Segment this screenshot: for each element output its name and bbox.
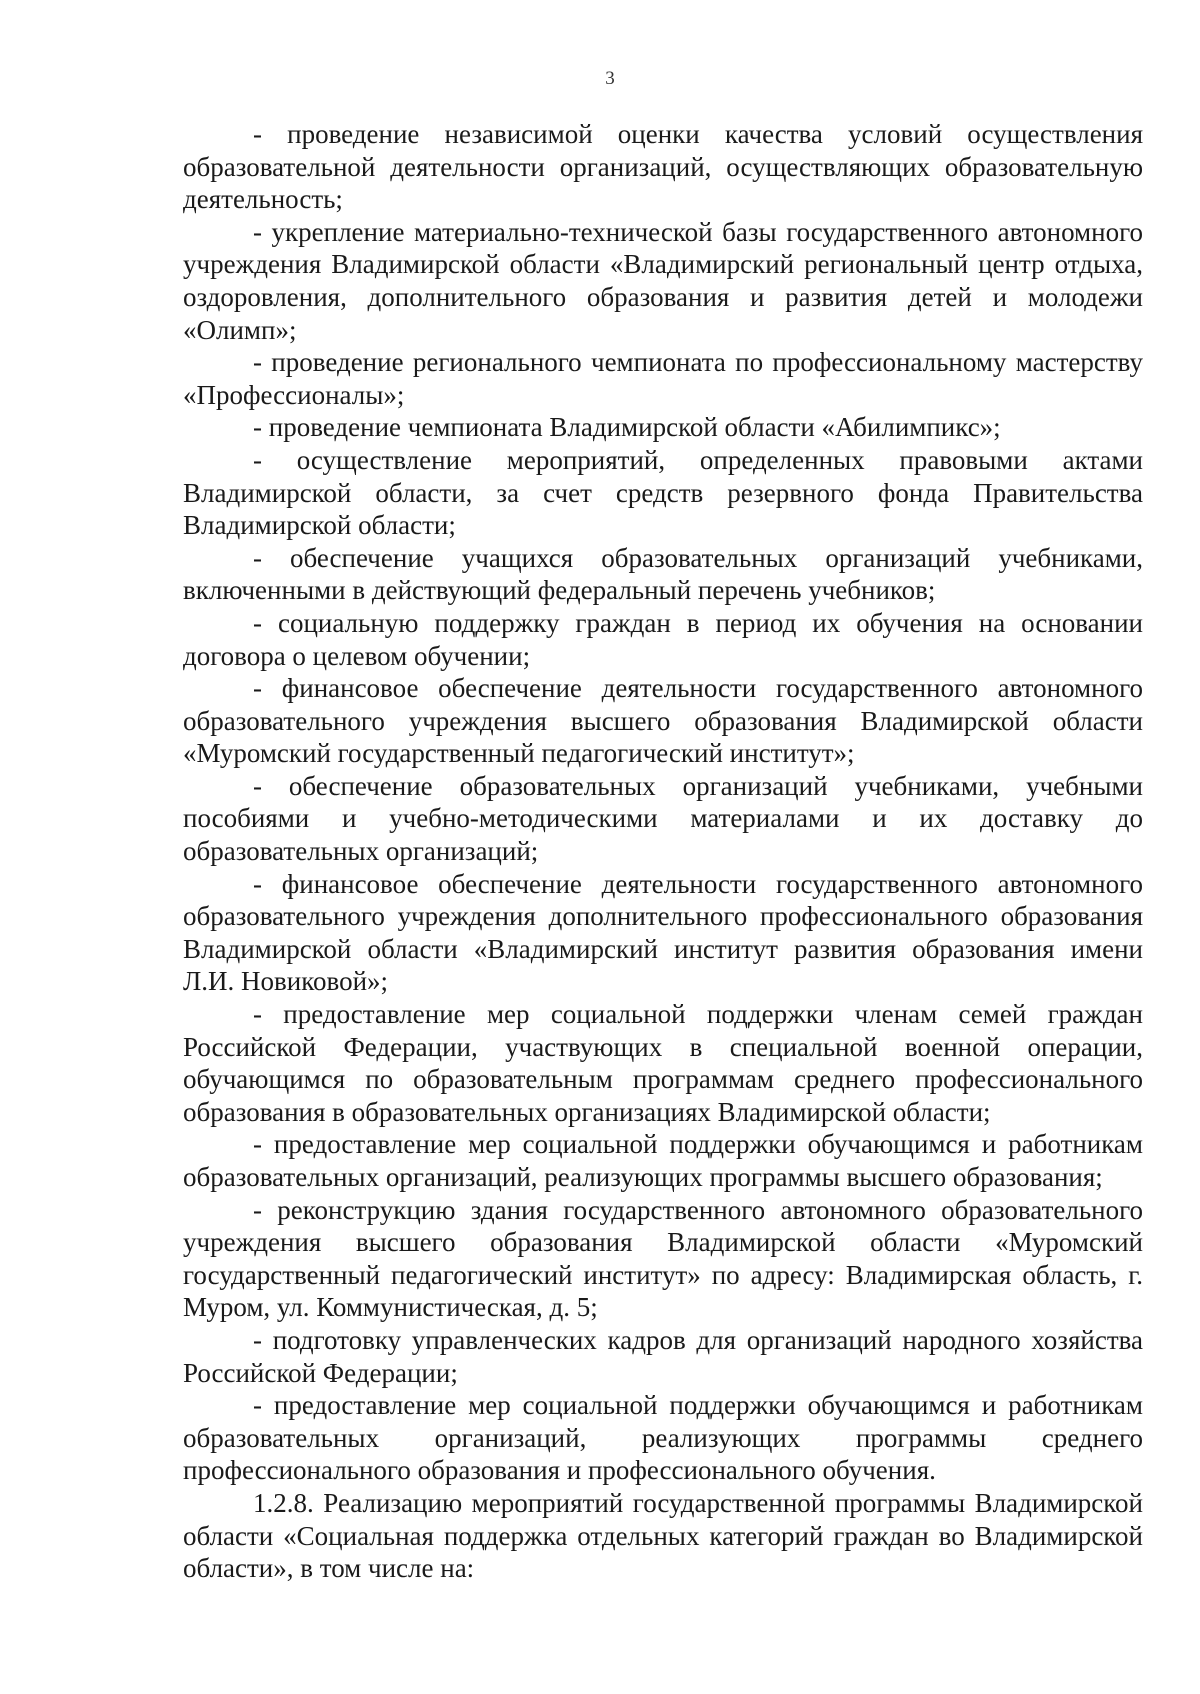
paragraph: - укрепление материально-технической базы государственного автономного учреждения Владимирской области «Владимирский региональный центр отдыха, оздоровления, дополнительного образования и развития детей и молодежи «Олимп»; bbox=[183, 216, 1143, 345]
paragraph: - социальную поддержку граждан в период их обучения на основании договора о целевом обучении; bbox=[183, 607, 1143, 671]
paragraph: - финансовое обеспечение деятельности государственного автономного образовательного учреждения высшего образования Владимирской области «Муромский государственный педагогический институт»; bbox=[183, 673, 1143, 769]
paragraph: - обеспечение образовательных организаций учебниками, учебными пособиями и учебно-методическими материалами и их доставку до образовательных организаций; bbox=[183, 770, 1143, 867]
section-paragraph: 1.2.8. Реализацию мероприятий государственной программы Владимирской области «Социальная поддержка отдельных категорий граждан во Владимирской области», в том числе на: bbox=[183, 1487, 1143, 1584]
paragraph: - реконструкцию здания государственного автономного образовательного учреждения высшего образования Владимирской области «Муромский государственный педагогический институт» по адресу: Владимирская область, г. Муром, ул. Коммунистическая, д. 5; bbox=[183, 1194, 1143, 1323]
paragraph: - предоставление мер социальной поддержки обучающимся и работникам образовательных организаций, реализующих программы среднего профессионального образования и профессионального обучения. bbox=[183, 1390, 1143, 1486]
paragraph: - подготовку управленческих кадров для организаций народного хозяйства Российской Федерации; bbox=[183, 1324, 1143, 1388]
paragraph: - проведение регионального чемпионата по профессиональному мастерству «Профессионалы»; bbox=[183, 347, 1143, 410]
paragraph: - предоставление мер социальной поддержки обучающимся и работникам образовательных организаций, реализующих программы высшего образования; bbox=[183, 1129, 1143, 1192]
paragraph: - проведение независимой оценки качества условий осуществления образовательной деятельности организаций, осуществляющих образовательную деятельность; bbox=[183, 119, 1143, 215]
document-body bbox=[183, 118, 1143, 1585]
page-number: 3 bbox=[605, 68, 615, 89]
paragraph: - финансовое обеспечение деятельности государственного автономного образовательного учреждения дополнительного профессионального образования Владимирской области «Владимирский институт развития образования имени Л.И. Новиковой»; bbox=[183, 868, 1143, 997]
paragraph: - предоставление мер социальной поддержки членам семей граждан Российской Федерации, участвующих в специальной военной операции, обучающимся по образовательным программам среднего профессионального образования в образовательных организациях Владимирской области; bbox=[183, 999, 1143, 1127]
paragraph: - осуществление мероприятий, определенных правовыми актами Владимирской области, за счет средств резервного фонда Правительства Владимирской области; bbox=[183, 444, 1143, 541]
paragraph: - обеспечение учащихся образовательных организаций учебниками, включенными в действующий федеральный перечень учебников; bbox=[183, 542, 1143, 606]
paragraph: - проведение чемпионата Владимирской области «Абилимпикс»; bbox=[253, 412, 1001, 443]
